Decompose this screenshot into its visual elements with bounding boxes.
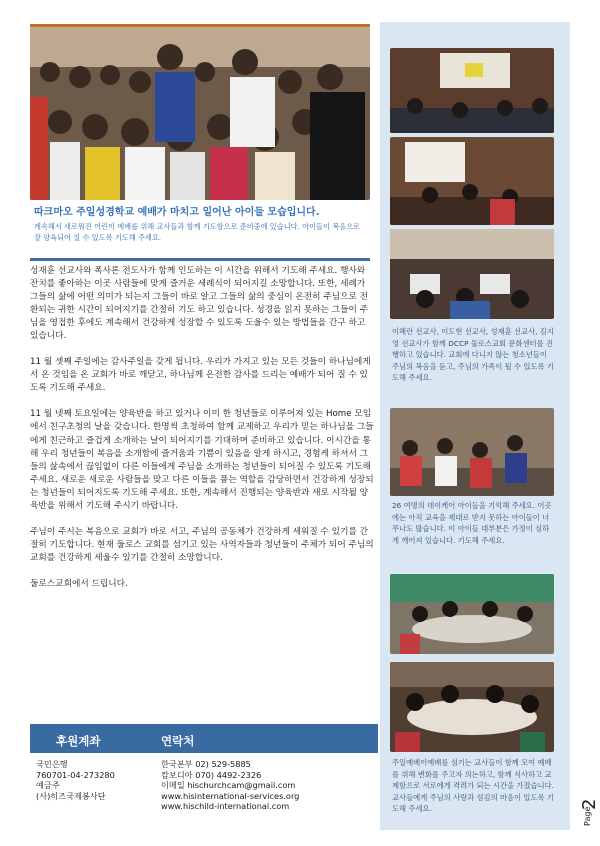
cultural-center-caption: 이혜란 선교사, 이도현 선교사, 성재훈 선교사, 김지영 선교사가 함께 DCCP 둘로스교회 문화센터를 진행하고 있습니다. 교회에 다니지 않는 청소년들이 주님의 복음을 듣고, 주님의 가족이 될 수 있도록 기도해 주세요. [392,327,554,383]
account-holder: (사)히즈국제봉사단 [36,790,106,801]
account-number: 760701-04-273280 [36,769,115,780]
main-photo-caption-text: 계속해서 새로워진 어린이 예배를 위해 교사들과 함께 기도함으로 준비중에 있습니다. 아이들이 복음으로 잘 양육되어 질 수 있도록 기도해 주세요. [34,222,360,242]
sponsor-account-info [36,759,115,801]
prayer-letter-body [30,265,375,604]
caption-divider [30,258,370,261]
teachers-meeting-caption: 주일예배이예배를 섬기는 교사들이 함께 모여 예배를 위해 변화를 주고자 의논하고, 함께 식사하고 교제함으로 서로에게 격려가 되는 시간을 가졌습니다. 교사들에게 주님의 사랑과 섬김의 마음이 있도록 기도해 주세요. [392,758,554,814]
contact-heading: 연락처 [161,734,195,748]
teachers-meeting-photo [390,574,554,654]
sponsor-heading: 후원계좌 [56,734,101,748]
contact-info [161,759,299,812]
page-label: Page [583,806,592,826]
sunday-school-photo [30,27,370,200]
paragraph-friend-invitation: 11 월 넷째 토요일에는 양육반을 하고 있거나 이미 한 청년들로 이루어져 있는 Home 모임에서 친구초청의 날을 갖습니다. 한명씩 초청하여 함께 교제하고 우리가 믿는 하나님을 그들에게 친근하고 즐겁게 소개하는 날이 되어지기를 기대하며 준비하고 있습니다. 이시간을 통해 우리 청년들이 복음을 소개함에 즐거움과 기쁨이 있음을 알게 하시고, 경험케 하셔서 그들의 삶속에서 끊임없이 다른 이들에게 주님을 소개하는 청년들이 되어질 수 있도록 기도해 주세요. 새로운 새로운 사람들을 맞고 다른 이들을 품는 역할을 감당하면서 건강하게 성장되는 청년들이 되어지도록 기도해 주세요. 또한, 계속해서 진행되는 양육반과 새로 시작될 양육반을 위해서 기도해 주시기 바랍니다. [30,409,374,511]
email-address: 이메일 hischurchcam@gmail.com [161,780,296,791]
teachers-meal-photo [390,662,554,752]
korea-phone: 한국본부 02) 529-5885 [161,759,251,769]
cambodia-phone: 캄보디아 070) 4492-2326 [161,769,262,780]
main-photo-caption [34,206,369,243]
cultural-center-photo-1 [390,48,554,133]
website-link-1[interactable]: www.hisinternational-services.org [161,790,300,801]
paragraph-thanksgiving: 11 월 셋째 주일에는 감사주일을 갖게 됩니다. 우리가 가지고 있는 모든 것들이 하나님에게서 온 것임을 온 교회가 바로 깨닫고, 하나님께 온전한 감사를 드리는 예배가 되어 질 수 있도록 기도해 주세요. [30,357,371,394]
cultural-center-photo-3 [390,229,554,319]
daycare-caption: 26 여명의 데이케어 아이들을 기억해 주세요. 이곳에는 아직 교육을 제대로 받지 못하는 아이들이 너무나도 많습니다. 이 아이들 대부분은 가정이 심하게 깨어져 있습니다. 기도해 주세요. [392,501,552,545]
paragraph-church: 주님이 주시는 복음으로 교회가 바로 서고, 주님의 공동체가 건강하게 세워질 수 있기를 간절히 기도합니다. 현재 둘로스 교회를 섬기고 있는 사역자들과 청년들이 주체가 되어 주님의 교회를 건강하게 세울수 있기를 간절히 소망합니다. [30,526,374,563]
page-number-value: 2 [579,798,600,810]
main-photo-caption-title: 따크마오 주일성경학교 예배가 마치고 일어난 아이들 모습입니다. [34,207,320,218]
paragraph-baptism: 성재훈 선교사와 폭사론 전도사가 함께 인도하는 이 시간을 위해서 기도해 주세요. 행사와 잔치를 좋아하는 이곳 사람들에 맞게 즐거운 세례식이 되어지길 소망합니다. 또한, 세례가 그들의 삶에 어떤 의미가 되는지 그들이 바로 알고 그들의 삶의 중심이 온전히 주님으로 전환되는 귀한 시간이 되어지기를 간절히 기도 하고 있습니다. 성경을 읽지 못하는 그들이 주님을 영접한 후에도 계속해서 건강하게 성장할 수 있도록 도울수 있는 방법들을 간구 하고 있습니다. [30,266,369,342]
daycare-photo [390,408,554,496]
bank-name: 국민은행 [36,759,68,769]
closing-signature: 둘로스교회에서 드립니다. [30,578,128,589]
website-link-2[interactable]: www.hischild-international.com [161,801,290,812]
cultural-center-photo-2 [390,137,554,225]
account-holder-label: 예금주 [36,780,60,791]
